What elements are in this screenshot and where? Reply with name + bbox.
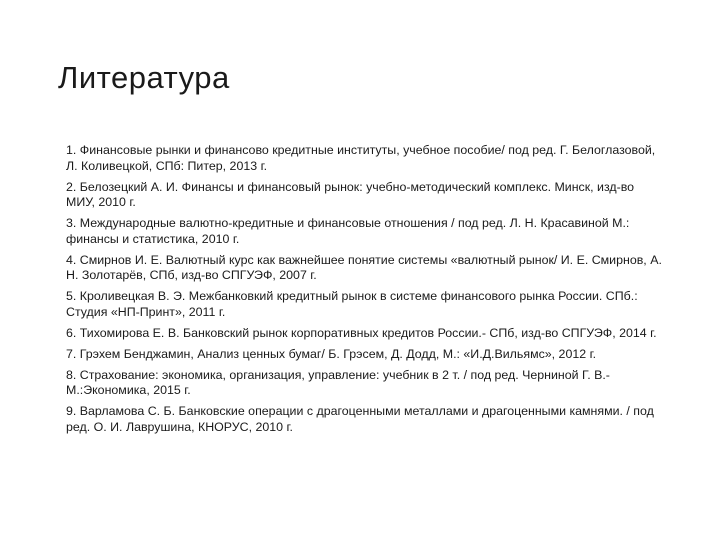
- reference-item: 1. Финансовые рынки и финансово кредитные институты, учебное пособие/ под ред. Г. Белоглазовой, Л. Коливецкой, СПб: Питер, 2013 г.: [66, 143, 656, 173]
- reference-item: 4. Смирнов И. Е. Валютный курс как важнейшее понятие системы «валютный рынок/ И. Е. Смирнов, А. Н. Золотарёв, СПб, изд-во СПГУЭФ, 2007 г.: [66, 252, 662, 282]
- reference-item: 9. Варламова С. Б. Банковские операции с драгоценными металлами и драгоценными камнями. / под ред. О. И. Лаврушина, КНОРУС, 2010 г.: [66, 404, 654, 434]
- reference-item: 6. Тихомирова Е. В. Банковский рынок корпоративных кредитов России.- СПб, изд-во СПГУЭФ, 2014 г.: [66, 325, 657, 340]
- reference-item: 2. Белозецкий А. И. Финансы и финансовый рынок: учебно-методический комплекс. Минск, изд-во МИУ, 2010 г.: [66, 179, 635, 209]
- reference-list: [66, 143, 666, 441]
- reference-item: 3. Международные валютно-кредитные и финансовые отношения / под ред. Л. Н. Красавиной М.: финансы и статистика, 2010 г.: [66, 216, 630, 246]
- reference-item: 5. Кроливецкая В. Э. Межбанковкий кредитный рынок в системе финансового рынка России. СПб.: Студия «НП-Принт», 2011 г.: [66, 289, 638, 319]
- reference-item: 8. Страхование: экономика, организация, управление: учебник в 2 т. / под ред. Черниной Г. В.-М.:Экономика, 2015 г.: [66, 367, 610, 397]
- slide-title: Литература: [58, 60, 230, 95]
- reference-item: 7. Грэхем Бенджамин, Анализ ценных бумаг/ Б. Грэсем, Д. Додд, М.: «И.Д.Вильямс», 2012 г.: [66, 346, 597, 361]
